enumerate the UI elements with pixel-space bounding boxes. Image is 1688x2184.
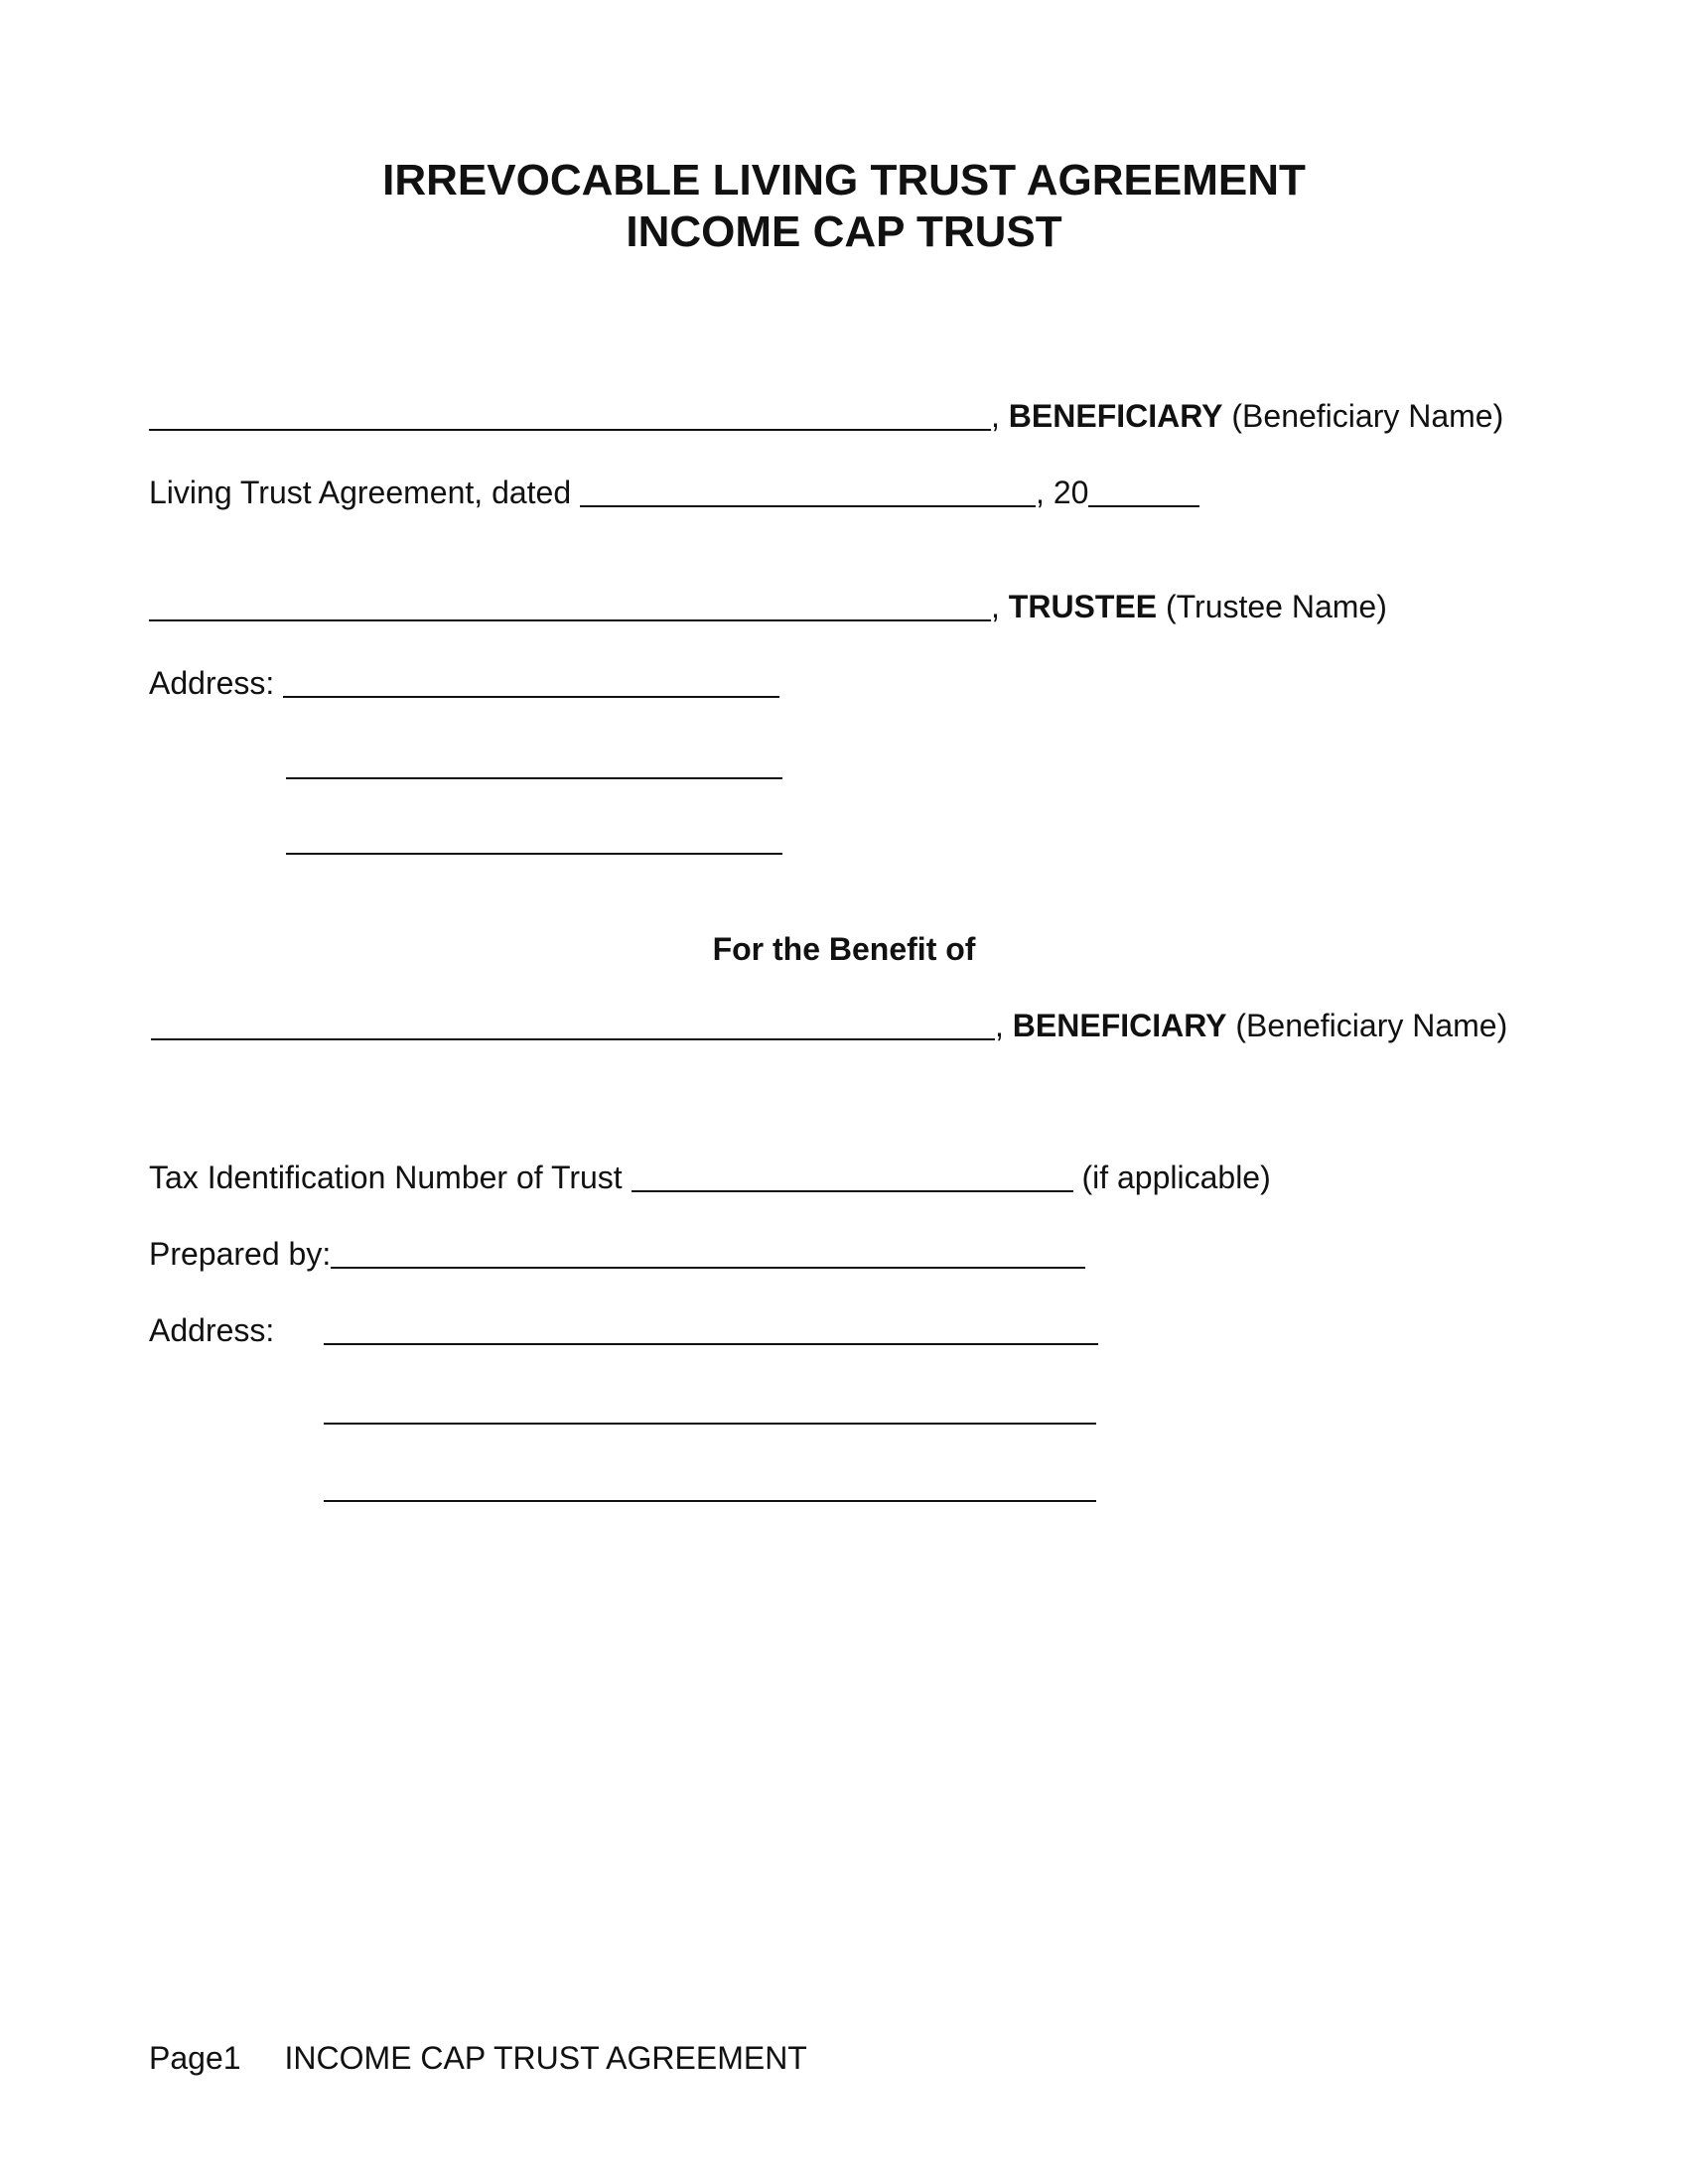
beneficiary-line-1 bbox=[149, 396, 1503, 436]
preparer-address-line-2 bbox=[324, 1390, 1096, 1430]
preparer-address-line-3 bbox=[324, 1467, 1096, 1507]
beneficiary-2-role-label: BENEFICIARY bbox=[1012, 1008, 1227, 1043]
trustee-comma: , bbox=[991, 589, 1000, 624]
page-footer bbox=[149, 2038, 807, 2078]
tax-id-hint: (if applicable) bbox=[1081, 1160, 1271, 1195]
trustee-address-blank-1[interactable] bbox=[283, 666, 779, 698]
preparer-address-line-1-blank-wrap bbox=[324, 1310, 1098, 1350]
prepared-by-label: Prepared by: bbox=[149, 1236, 332, 1272]
preparer-address-blank-1[interactable] bbox=[324, 1313, 1098, 1345]
trustee-name-blank[interactable] bbox=[149, 590, 991, 621]
preparer-address-blank-2[interactable] bbox=[324, 1393, 1096, 1425]
beneficiary-line-2 bbox=[151, 1006, 1507, 1045]
agreement-year-blank[interactable] bbox=[1088, 476, 1199, 507]
prepared-by-line bbox=[149, 1234, 1085, 1274]
preparer-address-line-1 bbox=[149, 1310, 274, 1350]
beneficiary-name-blank[interactable] bbox=[149, 399, 991, 431]
trustee-address-line-1 bbox=[149, 663, 779, 703]
beneficiary-hint: (Beneficiary Name) bbox=[1231, 398, 1504, 434]
beneficiary-2-hint: (Beneficiary Name) bbox=[1235, 1008, 1508, 1043]
trustee-line bbox=[149, 587, 1387, 626]
trustee-address-line-3 bbox=[286, 820, 782, 860]
agreement-date-blank[interactable] bbox=[580, 476, 1036, 507]
beneficiary-2-comma: , bbox=[995, 1008, 1004, 1043]
beneficiary-comma: , bbox=[991, 398, 1000, 434]
beneficiary-2-name-blank[interactable] bbox=[151, 1009, 995, 1040]
trustee-address-blank-2[interactable] bbox=[286, 748, 782, 779]
agreement-date-label: Living Trust Agreement, dated bbox=[149, 475, 572, 510]
for-benefit-heading: For the Benefit of bbox=[712, 931, 976, 967]
trustee-address-line-2 bbox=[286, 745, 782, 784]
preparer-address-blank-3[interactable] bbox=[324, 1470, 1096, 1502]
agreement-year-prefix: , 20 bbox=[1036, 475, 1089, 510]
footer-document-name: INCOME CAP TRUST AGREEMENT bbox=[284, 2040, 807, 2076]
trustee-address-blank-3[interactable] bbox=[286, 823, 782, 855]
tax-id-blank[interactable] bbox=[632, 1160, 1073, 1192]
trustee-role-label: TRUSTEE bbox=[1008, 589, 1158, 624]
preparer-address-label: Address: bbox=[149, 1312, 275, 1348]
beneficiary-role-label: BENEFICIARY bbox=[1008, 398, 1223, 434]
footer-page-number: Page1 bbox=[149, 2040, 241, 2076]
agreement-date-line bbox=[149, 473, 1199, 512]
document-title: IRREVOCABLE LIVING TRUST AGREEMENT bbox=[382, 156, 1306, 205]
tax-id-label: Tax Identification Number of Trust bbox=[149, 1160, 623, 1195]
trustee-address-label: Address: bbox=[149, 665, 275, 701]
trustee-hint: (Trustee Name) bbox=[1166, 589, 1387, 624]
prepared-by-blank[interactable] bbox=[331, 1237, 1085, 1269]
tax-id-line bbox=[149, 1158, 1271, 1197]
document-subtitle: INCOME CAP TRUST bbox=[626, 207, 1062, 256]
